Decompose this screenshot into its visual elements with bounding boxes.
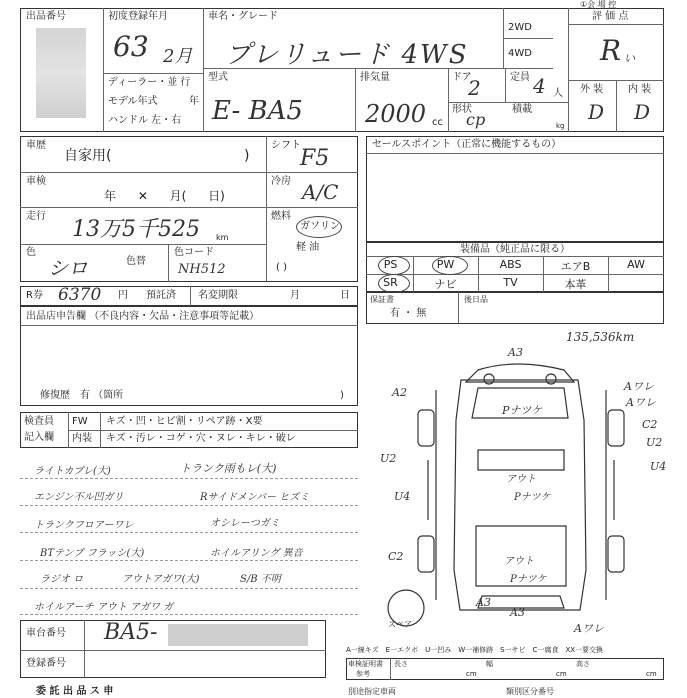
lot-number-redacted <box>36 28 86 118</box>
model-label: 型式 <box>208 72 228 83</box>
mark-u4-right: U4 <box>650 460 667 473</box>
note-12: ホイルアーチ アウト アガワ ガ <box>34 602 174 613</box>
shape-label: 形状 <box>452 104 472 115</box>
equip-airbag: エアB <box>560 260 591 273</box>
reg-date-label: 初度登録年月 <box>108 11 168 22</box>
pw-circle-mark <box>432 256 468 275</box>
fuel-paren: ( ) <box>276 262 287 273</box>
dealer-label: ディーラー・並 行 <box>108 77 191 88</box>
equip-navi: ナビ <box>434 278 457 291</box>
ps-circle-mark <box>378 256 410 275</box>
spare-label: スペア <box>388 620 412 629</box>
ac-value: A/C <box>302 180 339 204</box>
inspector-label-2: 記入欄 <box>24 432 54 443</box>
exterior-label: 外 装 <box>580 84 604 95</box>
exterior-value: D <box>588 100 605 124</box>
fw-label: FW <box>72 416 88 427</box>
note-1: ライトカプレ(大) <box>34 466 111 477</box>
mark-a3-bottom: A3 <box>510 606 525 619</box>
repair-paren-close: ) <box>340 390 344 401</box>
recycle-deposit: 預託済 <box>146 290 176 301</box>
note-3: エンジン不ル凹ガリ <box>34 492 124 503</box>
mark-u2-left: U2 <box>380 452 397 465</box>
recycle-value: 6370 <box>58 285 102 305</box>
handle-label: ハンドル 左・右 <box>108 115 182 126</box>
warranty-value: 有 ・ 無 <box>390 308 427 319</box>
capacity-value: 4 <box>533 74 546 98</box>
color-code-label: 色コード <box>174 247 214 258</box>
mileage-value: 13万5千525 <box>72 217 200 242</box>
height-cm: cm <box>646 670 657 678</box>
car-name-label: 車名・グレード <box>208 11 278 22</box>
capacity-unit: 人 <box>553 88 563 99</box>
model-year-label: モデル年式 <box>108 96 158 107</box>
equip-tv: TV <box>503 276 518 289</box>
equipment-title: 装備品（純正品に限る） <box>460 244 570 255</box>
length-label: 長さ <box>394 660 408 668</box>
interior-label: 内 装 <box>628 84 652 95</box>
history-label: 車歴 <box>26 140 46 151</box>
dent-roof: Pナツケ <box>514 492 551 503</box>
color-value: シロ <box>48 256 88 280</box>
reg-month: 2月 <box>163 46 193 67</box>
chassis-redacted <box>168 624 308 646</box>
kg-unit: kg <box>556 122 565 130</box>
eval-label: 評 価 点 <box>592 11 629 22</box>
equip-abs: ABS <box>499 258 522 271</box>
mark-u2-right: U2 <box>646 436 663 449</box>
shift-value: F5 <box>300 146 330 171</box>
fuel-label: 燃料 <box>271 211 291 222</box>
color-label: 色 <box>26 247 36 258</box>
fuel-value: ガソリン <box>300 221 340 232</box>
fuel-light-label: 軽 油 <box>296 242 320 253</box>
color-code-value: NH512 <box>178 262 226 277</box>
note-6: オシレーつガミ <box>210 518 280 529</box>
note-8: ホイルアリング 異音 <box>210 548 303 559</box>
recycle-yen: 円 <box>118 290 128 301</box>
mark-a3-bottom-left: A3 <box>476 596 491 609</box>
lot-number-label: 出品番号 <box>26 11 66 22</box>
width-label: 幅 <box>486 660 493 668</box>
model-value: E- BA5 <box>212 96 303 126</box>
mark-c2-right: C2 <box>642 418 658 431</box>
eval-value: R <box>600 34 622 67</box>
color-change-label: 色替 <box>126 256 146 267</box>
equip-pw: PW <box>436 258 455 271</box>
4wd-label: 4WD <box>508 48 532 59</box>
chassis-value: BA5- <box>104 620 158 645</box>
repair-history: 修復歴 有 （箇所 <box>40 390 124 401</box>
history-value: 自家用( <box>64 148 112 164</box>
equip-aw: AW <box>627 258 645 271</box>
interior-short-label: 内装 <box>72 433 92 444</box>
mark-awa-bottom: Aワレ <box>574 622 604 635</box>
recycle-label: R券 <box>26 290 43 301</box>
inspection-label: 車検 <box>26 176 46 187</box>
footer-mid: 別途指定車両 <box>348 687 396 696</box>
displacement-value: 2000 <box>365 100 427 128</box>
inspection-value: 年 ✕ 月( 日) <box>104 189 225 203</box>
mark-a3-top: A3 <box>508 346 523 359</box>
warranty-label: 保証書 <box>370 295 394 304</box>
name-change-label: 名変期限 <box>198 290 238 301</box>
footer-left: 委 託 出 品 ス 申 <box>36 686 114 697</box>
interior-value: D <box>634 100 651 124</box>
mark-u4-left: U4 <box>394 490 411 503</box>
sales-point-label: セールスポイント（正常に機能するもの） <box>372 139 562 150</box>
cert-label: 車検証明書 <box>348 660 383 668</box>
dent-trunk-label: アウト <box>504 556 534 567</box>
note-2: トランク雨もレ(大) <box>180 462 277 475</box>
inspector-label-1: 検査員 <box>24 416 54 427</box>
note-11: S/B 不明 <box>240 574 281 585</box>
note-7: BTテンプ フラッシ(大) <box>40 548 145 559</box>
ac-label: 冷房 <box>271 176 291 187</box>
fw-damage-line: キズ・凹・ヒビ割・リペア跡・X要 <box>106 416 263 427</box>
equip-ps: PS <box>383 258 398 271</box>
history-paren-close: ) <box>244 148 250 164</box>
mark-c2-left: C2 <box>388 550 404 563</box>
chassis-label: 車台番号 <box>26 628 66 639</box>
footer-right: 類別区分番号 <box>506 687 554 696</box>
door-value: 2 <box>468 76 481 100</box>
door-label: ドア <box>452 72 472 83</box>
length-cm: cm <box>466 670 477 678</box>
reg-number-label: 登録番号 <box>26 658 66 669</box>
reg-year: 63 <box>113 30 149 63</box>
height-label: 高さ <box>576 660 590 668</box>
cert-ref: 参考 <box>356 670 370 678</box>
later-items-label: 後日品 <box>464 295 488 304</box>
eval-sub: い <box>624 52 635 65</box>
displacement-label: 排気量 <box>360 72 390 83</box>
interior-damage-line: キズ・汚レ・コゲ・穴・ヌレ・キレ・破レ <box>106 433 296 444</box>
damage-legend: A一線キズ E一エクボ U一凹み W一補修跡 S一サビ C一腐食 XX一要交換 <box>346 646 604 654</box>
mark-awa-right-2: Aワレ <box>626 396 656 409</box>
header-fragment: ①会 場 控 <box>580 0 617 9</box>
shape-value: cp <box>466 110 486 129</box>
load-label: 積載 <box>512 104 532 115</box>
name-change-day: 日 <box>340 290 350 301</box>
sales-point-box <box>366 136 664 242</box>
capacity-label: 定員 <box>510 72 530 83</box>
note-10: アウトアガワ(大) <box>122 574 200 585</box>
note-9: ラジオ ロ <box>40 574 84 585</box>
cc-unit: cc <box>432 117 443 128</box>
equip-sr: SR <box>383 276 398 289</box>
dent-roof-label: アウト <box>506 474 536 485</box>
width-cm: cm <box>556 670 567 678</box>
year-unit: 年 <box>189 96 199 107</box>
2wd-label: 2WD <box>508 22 532 33</box>
car-name: プレリュード 4WS <box>225 40 469 70</box>
seller-notes-title: 出品店申告欄 （不良内容・欠品・注意事項等記載） <box>26 311 260 322</box>
shift-label: シフト <box>271 140 301 151</box>
note-4: Rサイドメンバー ヒズミ <box>200 492 310 503</box>
sr-circle-mark <box>378 274 410 293</box>
name-change-month: 月 <box>290 290 300 301</box>
dent-hood: Pナツケ <box>502 404 543 417</box>
odometer-note: 135,536km <box>566 330 635 344</box>
dent-trunk: Pナツケ <box>510 574 547 585</box>
km-unit: km <box>216 233 229 242</box>
note-5: トランクフロアーワレ <box>34 520 134 531</box>
equip-leather: 本革 <box>564 278 587 291</box>
mileage-label: 走行 <box>26 211 46 222</box>
mark-a2-left: A2 <box>392 386 407 399</box>
mark-awa-right-1: Aワレ <box>624 380 654 393</box>
